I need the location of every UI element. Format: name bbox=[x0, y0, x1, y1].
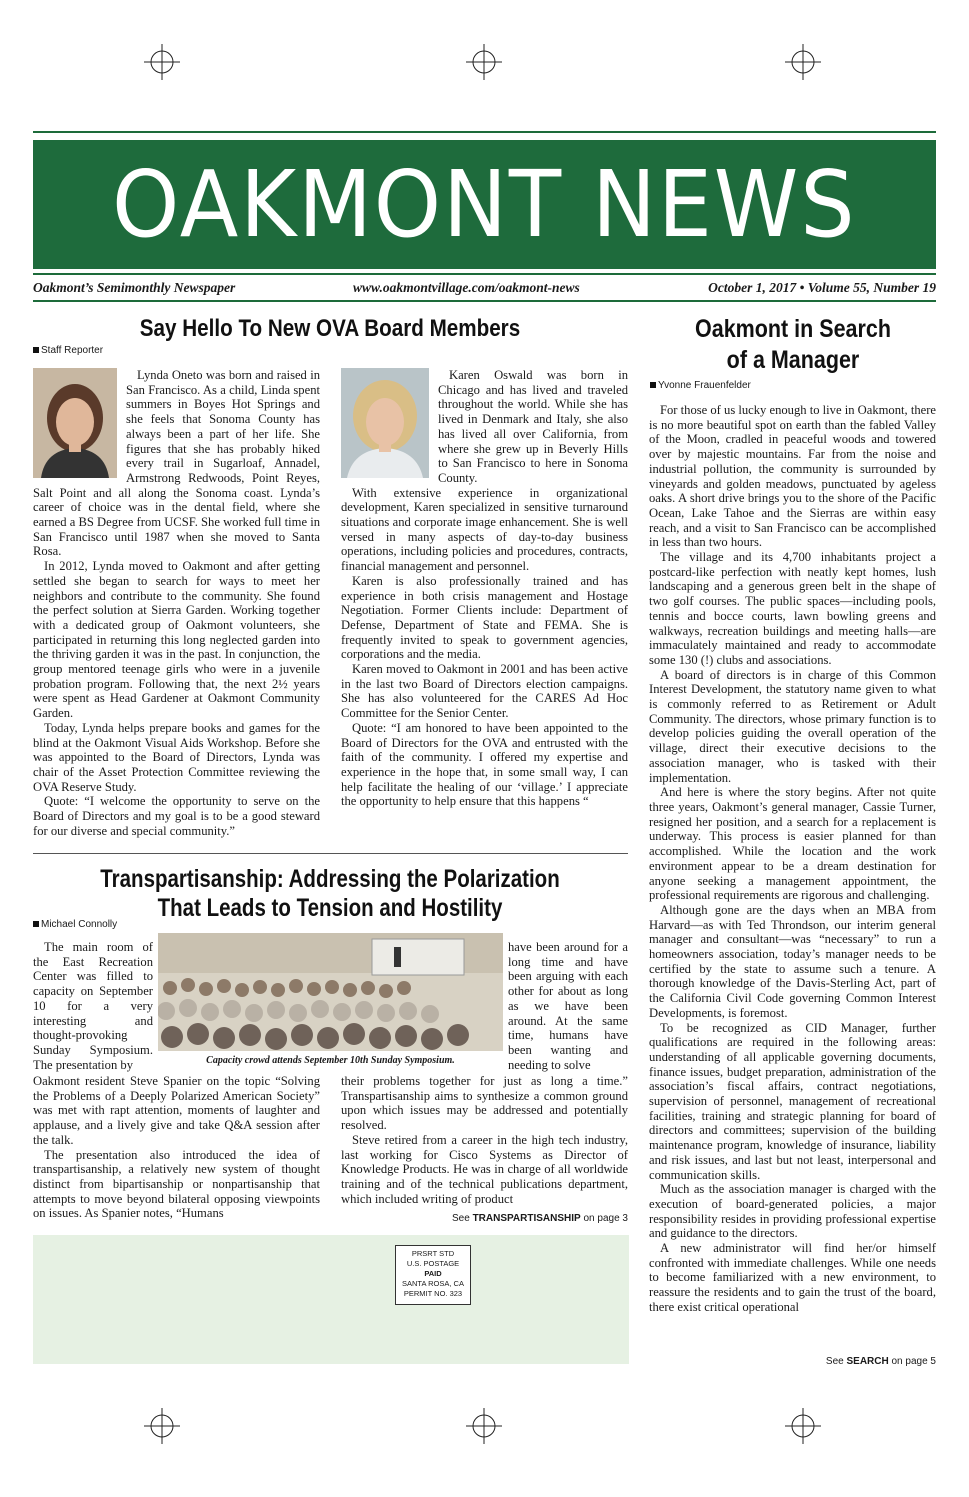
registration-mark-icon bbox=[785, 44, 821, 80]
search-headline-line-2: of a Manager bbox=[726, 346, 860, 374]
search-column bbox=[649, 403, 936, 1328]
board-column-lynda bbox=[33, 368, 320, 838]
search-paragraph: To be recognized as CID Manager, further qualifications are required in the following areas: understanding of all applicable governing documents, finance issues, budget preparation, administration of the association’s fiscal affairs, contract negotiations, supervision of personnel, management of recreational facilities, training and strategic planning for board of directors and committees; supervision of the building maintenance program, knowledge of insurance, liability and risk issues, and last but not least, interpersonal and communication skills. bbox=[649, 1020, 936, 1182]
trans-column-2-bottom bbox=[341, 1074, 628, 1208]
section-divider bbox=[33, 853, 628, 854]
search-paragraph: And here is where the story begins. After not quite three years, Oakmont’s general manager, Cassie Turner, resigned her position, and a search for a replacement is underway. This process is easier planned for than accomplished. While the location and the work environment appear to be a dream destination for anyone seeking a management appointment, the professional requirements are rigorous and challenging. bbox=[649, 785, 936, 903]
board-byline: Staff Reporter bbox=[33, 345, 103, 356]
karen-oswald-photo bbox=[341, 368, 429, 478]
search-paragraph: Although gone are the days when an MBA from Harvard—as with Ted Throndson, our interim general manager and consultant—was “necessary” to run a homeowners association, today’s manager needs to be certified by the state to assume such a tenure. A thorough knowledge of the Davis-Sterling Act, part of the California Civil Code governing Common Interest Developments, is foremost. bbox=[649, 902, 936, 1020]
search-headline-line-1: Oakmont in Search bbox=[695, 315, 891, 343]
search-paragraph: A new administrator will find her/or himself confronted with immediate challenges. While one needs to become familiarized with a new environment, to reassure the residents and to gain the trust of the board, there exist critical operational bbox=[649, 1241, 936, 1314]
mailing-label-panel bbox=[33, 1235, 629, 1364]
trans-column-1-bottom bbox=[33, 1074, 320, 1222]
tagline-bar bbox=[33, 280, 936, 298]
karen-paragraph: Karen Oswald was born in Chicago and has lived and traveled throughout the world. While she has lived in Denmark and Italy, she also has lived all over California, from where she grew up in Beverly Hills to San Francisco to here in Sonoma County. bbox=[438, 368, 628, 485]
lynda-paragraph: Quote: “I welcome the opportunity to serve on the Board of Directors and my goal is to be a good steward for our diverse and special community.” bbox=[33, 794, 320, 838]
trans-column-1-top bbox=[33, 940, 153, 1074]
search-paragraph: For those of us lucky enough to live in Oakmont, there is no more beautiful spot on earth than the fabled Valley of the Moon, cradled in peaceful woods and towered over by majestic mountains. Far from the noise and industrial pollution, the community is surrounded by vineyards and golden meadows, punctuated by ageless oaks. A short drive brings you to the shore of the Pacific Ocean, Lake Tahoe and the Sierras are within easy reach, and a visit to San Francisco can be accomplished in less than two hours. bbox=[649, 403, 936, 550]
registration-mark-icon bbox=[144, 44, 180, 80]
registration-mark-icon bbox=[466, 1408, 502, 1444]
search-byline: Yvonne Frauenfelder bbox=[650, 380, 751, 391]
karen-paragraph: Karen is also professionally trained and has experience in both crisis management and Hostage Negotiation. Former Clients include: Department of Defense, Department of State and FEMA. She is frequently invited to speak to government agencies, corporations and the media. bbox=[341, 573, 628, 662]
search-jump-link[interactable]: See SEARCH on page 5 bbox=[825, 1356, 936, 1367]
trans-paragraph: The main room of the East Recreation Center was filled to capacity on September 10 for a very interesting and thought-provoking Sunday Symposium. The presentation by bbox=[33, 940, 153, 1072]
lynda-paragraph: In 2012, Lynda moved to Oakmont and after getting settled she began to search for ways to meet her neighbors and contribute to the community. She found the perfect solution at Sierra Garden. Working together with a dedicated group of Oakmont volunteers, she participated in returning this long neglected garden into the thriving garden it was in the past. In conjunction, the group mentored teenage girls who were in a juvenile probation program. Following that, the next 2½ years were spent as Head Gardener at Oakmont Community Garden. bbox=[33, 559, 320, 721]
trans-column-3-top bbox=[508, 940, 628, 1074]
symposium-photo bbox=[158, 933, 503, 1051]
tagline-rule bbox=[33, 300, 936, 302]
lynda-paragraph: Today, Lynda helps prepare books and games for the blind at the Oakmont Visual Aids Workshop. Before she was appointed to the Board of Directors, Lynda was chair of the Asset Protection Committee reviewing the OVA Reserve Study. bbox=[33, 720, 320, 794]
trans-paragraph: Steve retired from a career in the high tech industry, last working for Cisco Systems as Director of Knowledge Products. He was in charge of all worldwide training and of the technical publications department, which included writing of product bbox=[341, 1132, 628, 1206]
trans-paragraph: their problems together for just as long a time.” Transpartisanship aims to synthesize a common ground upon which issues may be addressed and potentially resolved. bbox=[341, 1074, 628, 1133]
tagline-left: Oakmont’s Semimonthly Newspaper bbox=[33, 280, 236, 295]
registration-mark-icon bbox=[144, 1408, 180, 1444]
issue-date: October 1, 2017 • Volume 55, Number 19 bbox=[708, 280, 936, 295]
trans-headline-line-2: That Leads to Tension and Hostility bbox=[157, 894, 503, 922]
postage-indicia: PRSRT STD U.S. POSTAGE PAID SANTA ROSA, CA PERMIT NO. 323 bbox=[395, 1245, 471, 1305]
lynda-paragraph: Lynda Oneto was born and raised in San Francisco. As a child, Linda spent summers in Boyes Hot Springs and she feels that Sonoma County has always been a part of her life. She figures that she has probably hiked every trail in Sugarloaf, Annadel, Armstrong Redwoods, Point Reyes, Salt Point and all along the Sonoma coast. Lynda’s career of choice was in the dental field, where she earned a BS Degree from UCSF. She worked full time in San Francisco until 1987 when she moved to Santa Rosa. bbox=[33, 368, 320, 559]
photo-caption: Capacity crowd attends September 10th Sunday Symposium. bbox=[206, 1055, 455, 1066]
board-headline: Say Hello To New OVA Board Members bbox=[139, 315, 521, 342]
registration-mark-icon bbox=[785, 1408, 821, 1444]
karen-paragraph: With extensive experience in organizational development, Karen specialized in sensitive turnaround situations and corporate image enhancement. She is well versed in many aspects of day-to-day business operations, including policies and procedures, contracts, financial management and personnel. bbox=[341, 485, 628, 574]
trans-headline-line-1: Transpartisanship: Addressing the Polarization bbox=[100, 865, 560, 893]
newspaper-title: OAKMONT NEWS bbox=[112, 151, 857, 258]
trans-jump-link[interactable]: See TRANSPARTISANSHIP on page 3 bbox=[451, 1213, 628, 1224]
trans-paragraph: The presentation also introduced the idea of transpartisanship, a relatively new system of thought distinct from bipartisanship or nonpartisanship that attempts to move beyond bilateral opposing viewpoints on issues. As Spanier notes, “Humans bbox=[33, 1147, 320, 1221]
trans-paragraph: have been around for a long time and have been arguing with each other for about as long as we have been around. At the same time, humans have been wanting and needing to solve bbox=[508, 940, 628, 1072]
lynda-oneto-photo bbox=[33, 368, 117, 478]
masthead-top-rule bbox=[33, 131, 936, 133]
website-link[interactable]: www.oakmontvillage.com/oakmont-news bbox=[353, 280, 580, 295]
board-column-karen bbox=[341, 368, 628, 838]
registration-mark-icon bbox=[466, 44, 502, 80]
search-paragraph: The village and its 4,700 inhabitants project a postcard-like perfection with neatly kept homes, lush landscaping and a generous green belt in the shape of two golf courses. The public spaces—including pools, tennis and bocce courts, lawn bowling greens and walkways, recreation buildings and meeting halls—are immaculately maintained and ready to accommodate some 130 (!) clubs and associations. bbox=[649, 550, 936, 667]
masthead bbox=[33, 140, 936, 269]
search-paragraph: Much as the association manager is charged with the execution of board-generated policies, a major responsibility resides in providing professional expertise and guidance to the directors. bbox=[649, 1182, 936, 1241]
karen-paragraph: Quote: “I am honored to have been appointed to the Board of Directors for the OVA and entrusted with the faith of the community. I offered my expertise and experience in the hope that, in some small way, I can help facilitate the healing of our ‘village.’ I appreciate the opportunity to help ensure that this happens “ bbox=[341, 720, 628, 809]
karen-paragraph: Karen moved to Oakmont in 2001 and has been active in the last two Board of Directors election campaigns. She has also volunteered for the CARES Ad Hoc Committee for the Senior Center. bbox=[341, 662, 628, 721]
masthead-rule bbox=[33, 273, 936, 275]
trans-paragraph: Oakmont resident Steve Spanier on the topic “Solving the Problems of a Deeply Polarized American Society” was met with rapt attention, moments of laughter and applause, and a lively give and take Q&A session after the talk. bbox=[33, 1074, 320, 1147]
search-paragraph: A board of directors is in charge of this Common Interest Development, the statutory name given to what is commonly referred to as Retirement or Adult Community. The directors, whose primary function is to develop policies guiding the overall operation of the village, direct their executive decisions to the association manager, who is tasked with their implementation. bbox=[649, 667, 936, 785]
trans-byline: Michael Connolly bbox=[33, 919, 117, 930]
